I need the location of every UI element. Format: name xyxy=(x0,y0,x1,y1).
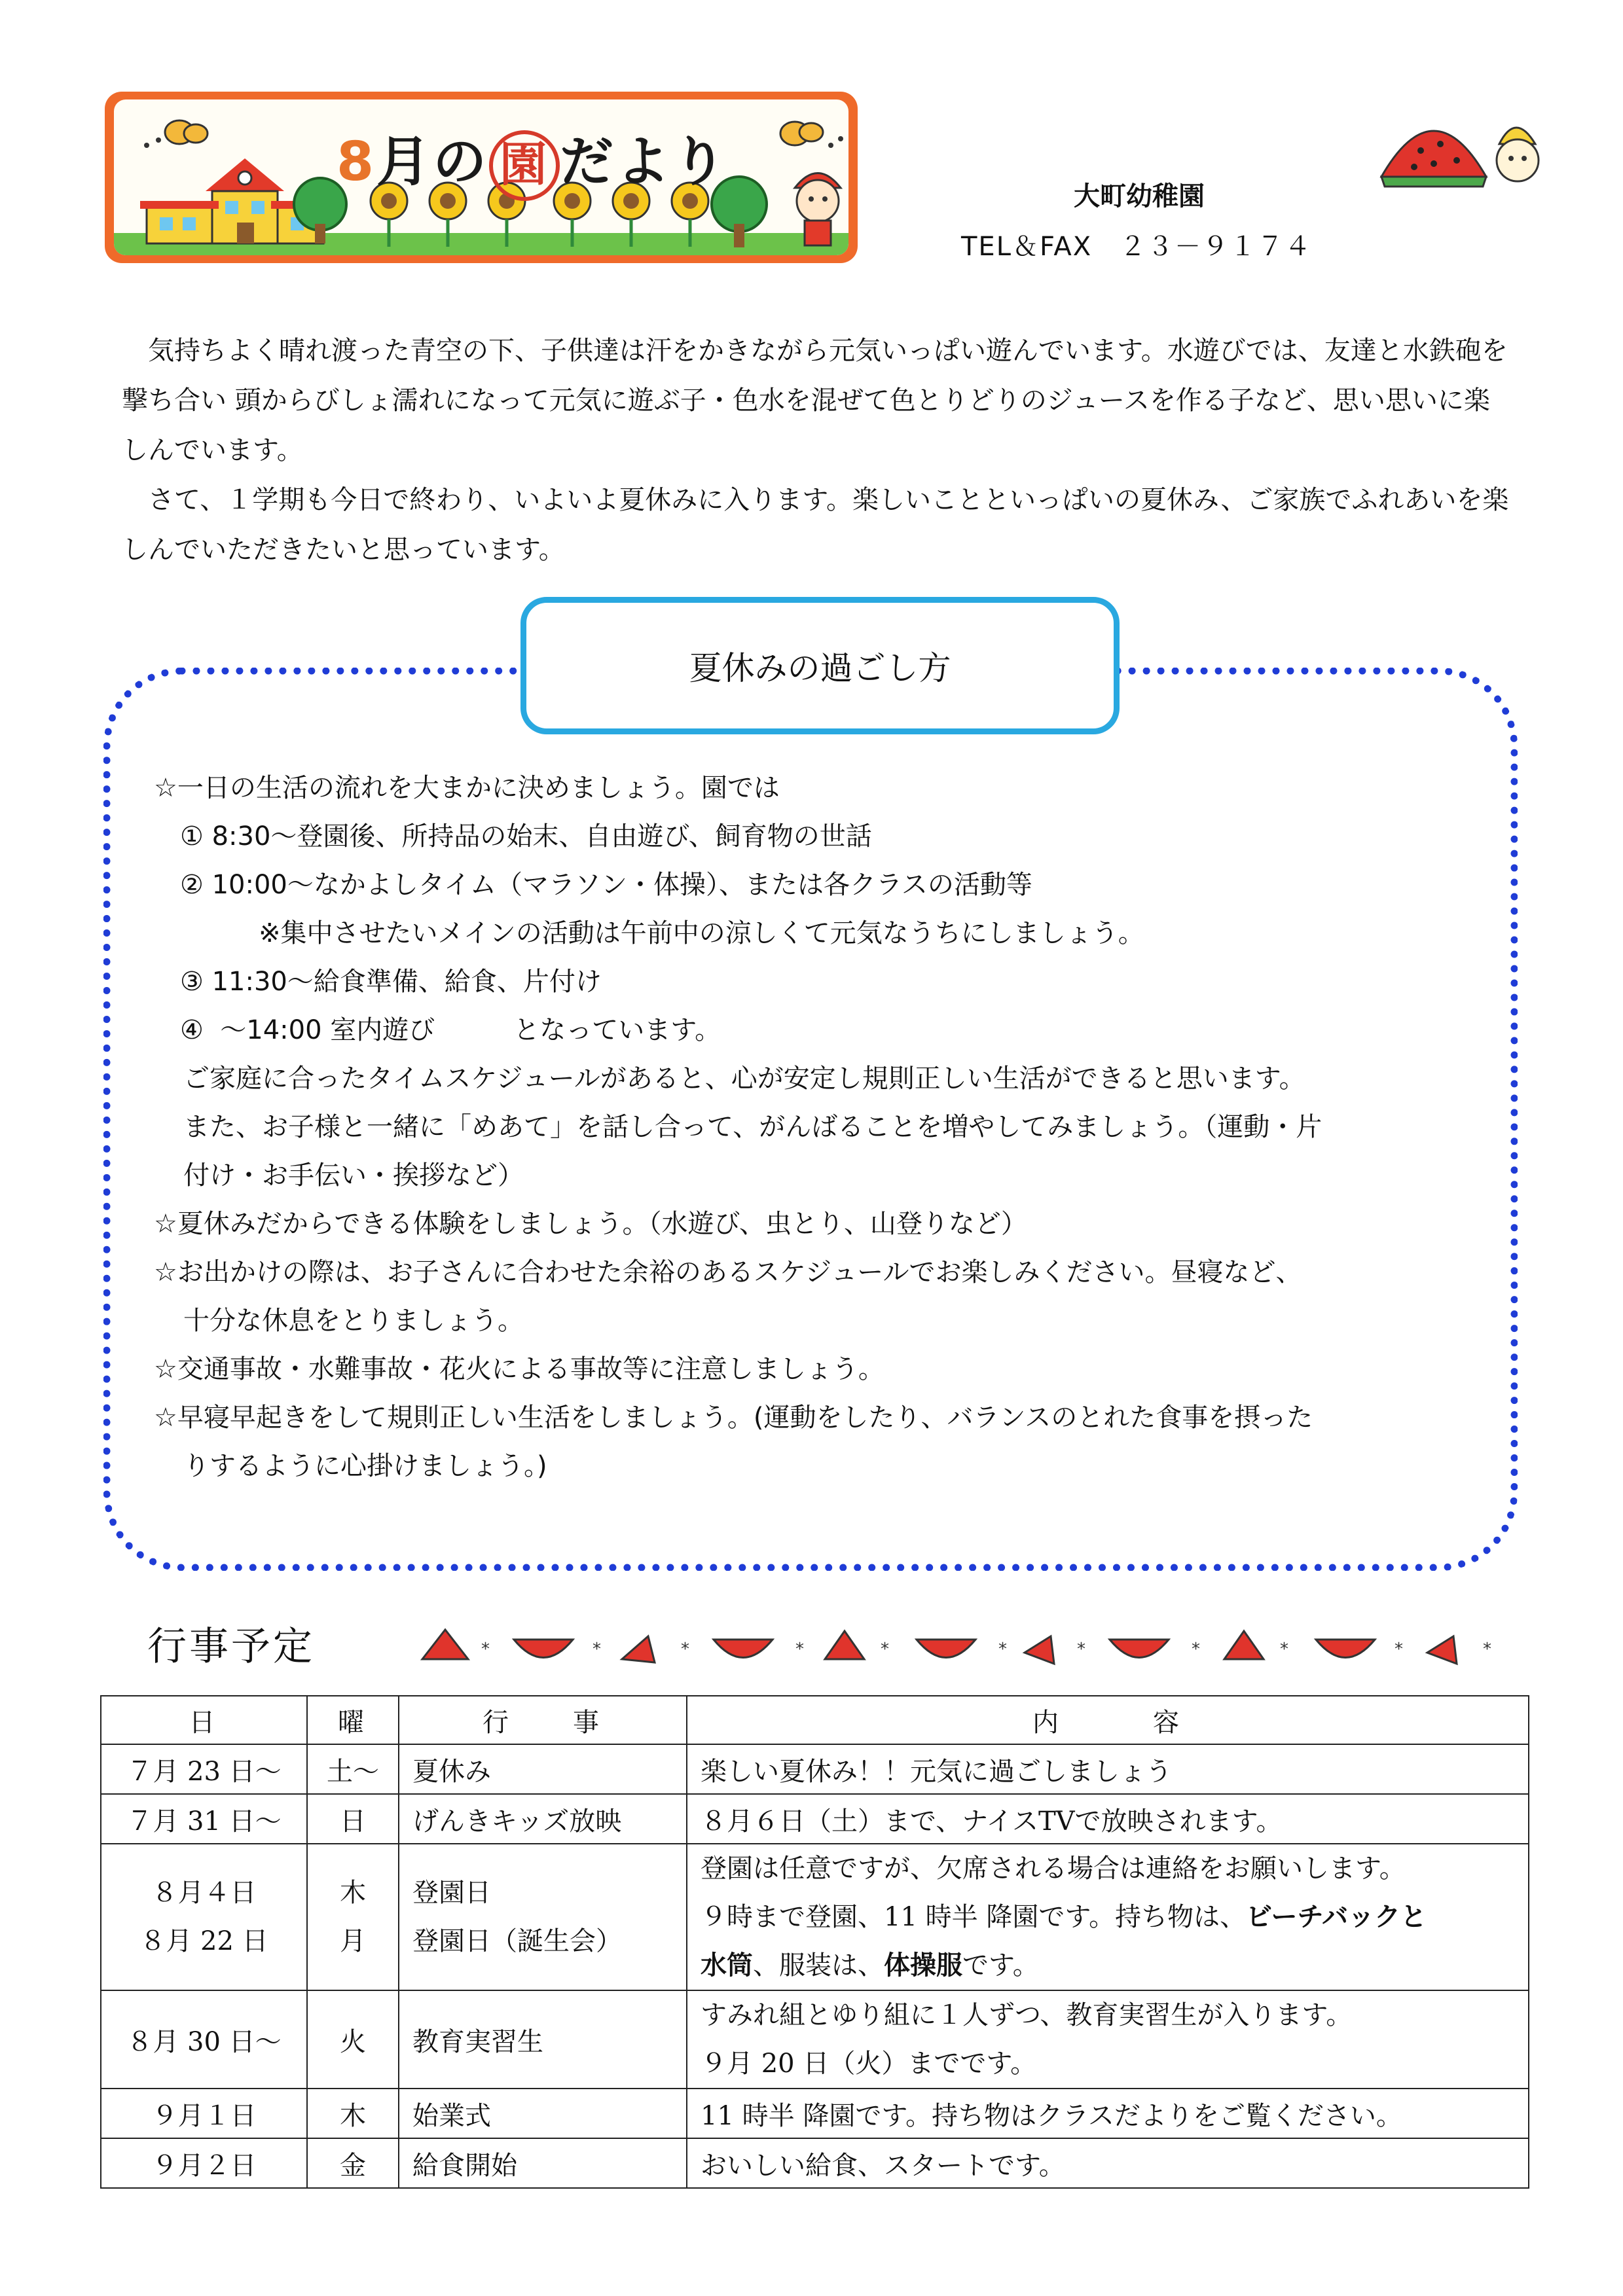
table-header-row xyxy=(101,1696,1529,1744)
event-detail: おいしい給食、スタートです。 xyxy=(687,2138,1529,2188)
schedule-item: ① 8:30～登園後、所持品の始末、自由遊び、飼育物の世話 xyxy=(180,821,872,852)
event-date-line: ８月 22 日 xyxy=(139,1926,268,1956)
intro-paragraph-2: さて、１学期も今日で終わり、いよいよ夏休みに入ります。楽しいことといっぱいの夏休み、ご家族でふれあいを楽しんでいただきたいと思っています。 xyxy=(122,485,1509,565)
column-header: 行 事 xyxy=(399,1696,687,1744)
event-date-line: ８月４日 xyxy=(151,1878,257,1908)
detail-text: ９時まで登園、11 時半 降園です。持ち物は、 xyxy=(701,1902,1247,1932)
tip-line: ご家庭に合ったタイムスケジュールがあると、心が安定し規則正しい生活ができると思います。 xyxy=(183,1064,1305,1094)
event-detail: 11 時半 降園です。持ち物はクラスだよりをご覧ください。 xyxy=(687,2089,1529,2138)
header-banner xyxy=(105,92,858,263)
event-name-line: 登園日 xyxy=(412,1878,491,1908)
event-day: 火 xyxy=(307,1990,399,2089)
event-day-line: 木 xyxy=(340,1878,366,1908)
svg-text:*: * xyxy=(998,1640,1007,1659)
tip-line: ☆早寝早起きをして規則正しい生活をしましょう。(運動をしたり、バランスのとれた食事を摂った xyxy=(154,1403,1313,1433)
school-phone: TEL＆FAX ２３－９１７４ xyxy=(961,232,1313,262)
svg-text:*: * xyxy=(795,1640,804,1659)
tip-line: また、お子様と一緒に「めあて」を話し合って、がんばることを増やしてみましょう。（運動・片 xyxy=(183,1112,1322,1142)
column-header: 日 xyxy=(101,1696,307,1744)
tip-line: ☆一日の生活の流れを大まかに決めましょう。園では xyxy=(154,773,780,803)
event-day-line: 月 xyxy=(340,1926,366,1956)
event-day: 日 xyxy=(307,1794,399,1844)
event-name: 給食開始 xyxy=(399,2138,687,2188)
svg-text:*: * xyxy=(593,1640,601,1659)
tip-line: 付け・お手伝い・挨拶など） xyxy=(183,1160,524,1191)
svg-text:*: * xyxy=(481,1640,490,1659)
table-row xyxy=(101,1794,1529,1844)
svg-text:*: * xyxy=(681,1640,689,1659)
svg-text:*: * xyxy=(1077,1640,1085,1659)
svg-text:*: * xyxy=(1192,1640,1200,1659)
column-header: 曜 xyxy=(307,1696,399,1744)
tip-line: りするように心掛けましょう。) xyxy=(183,1451,547,1481)
event-date: ８月 30 日～ xyxy=(101,1990,307,2089)
svg-text:*: * xyxy=(881,1640,889,1659)
event-detail: 楽しい夏休み！！元気に過ごしましょう xyxy=(687,1744,1529,1794)
watermelon-border-icon xyxy=(419,1623,1506,1676)
event-name: げんきキッズ放映 xyxy=(399,1794,687,1844)
schedule-item: ④ ～14:00 室内遊び となっています。 xyxy=(180,1015,721,1045)
table-row xyxy=(101,2138,1529,2188)
newsletter-title: 8月の 園 だより xyxy=(337,119,729,201)
table-row xyxy=(101,1744,1529,1794)
event-detail xyxy=(687,1990,1529,2089)
tip-line: ☆お出かけの際は、お子さんに合わせた余裕のあるスケジュールでお楽しみください。昼寝など、 xyxy=(154,1257,1302,1287)
event-detail-line: 登園は任意ですが、欠席される場合は連絡をお願いします。 xyxy=(701,1854,1406,1884)
event-day: 土～ xyxy=(307,1744,399,1794)
schedule-item: ③ 11:30～給食準備、給食、片付け xyxy=(180,967,602,997)
event-detail: ８月６日（土）まで、ナイスTVで放映されます。 xyxy=(687,1794,1529,1844)
tip-line: ☆夏休みだからできる体験をしましょう。（水遊び、虫とり、山登りなど） xyxy=(154,1209,1027,1239)
event-date xyxy=(101,1844,307,1990)
schedule-item: ② 10:00～なかよしタイム（マラソン・体操）、または各クラスの活動等 xyxy=(180,870,1032,900)
event-name: 夏休み xyxy=(399,1744,687,1794)
event-date: ７月 23 日～ xyxy=(101,1744,307,1794)
event-name: 始業式 xyxy=(399,2089,687,2138)
event-day: 金 xyxy=(307,2138,399,2188)
event-detail-line xyxy=(701,1893,1515,1941)
event-name xyxy=(399,1844,687,1990)
detail-emphasis: ビーチバックと xyxy=(1246,1902,1427,1932)
detail-text: 、服装は、 xyxy=(753,1950,884,1981)
detail-emphasis: 体操服 xyxy=(884,1950,962,1981)
table-row xyxy=(101,1990,1529,2089)
intro-paragraph-1: 気持ちよく晴れ渡った青空の下、子供達は汗をかきながら元気いっぱい遊んでいます。水遊びでは、友達と水鉄砲を撃ち合い 頭からびしょ濡れになって元気に遊ぶ子・色水を混ぜて色とりどりのジュースを作る子など、思い思いに楽しんでいます。 xyxy=(122,336,1508,465)
event-day: 木 xyxy=(307,2089,399,2138)
schedule-note: ※集中させたいメインの活動は午前中の涼しくて元気なうちにしましょう。 xyxy=(259,918,1144,948)
school-name: 大町幼稚園 xyxy=(1074,181,1205,211)
events-table xyxy=(100,1695,1529,2189)
tip-line: 十分な休息をとりましょう。 xyxy=(183,1306,524,1336)
tip-line: ☆交通事故・水難事故・花火による事故等に注意しましょう。 xyxy=(154,1354,884,1384)
table-row xyxy=(101,1844,1529,1990)
svg-text:*: * xyxy=(1483,1640,1491,1659)
event-date: ９月１日 xyxy=(101,2089,307,2138)
svg-text:*: * xyxy=(1280,1640,1288,1659)
event-date: ９月２日 xyxy=(101,2138,307,2188)
detail-text: です。 xyxy=(962,1950,1039,1981)
event-detail-line xyxy=(701,1941,1515,1990)
summer-tips-title: 夏休みの過ごし方 xyxy=(520,597,1120,734)
event-day xyxy=(307,1844,399,1990)
event-detail-line: ９月 20 日（火）までです。 xyxy=(701,2049,1037,2079)
events-title: 行事予定 xyxy=(147,1624,315,1670)
event-detail xyxy=(687,1844,1529,1990)
event-date: ７月 31 日～ xyxy=(101,1794,307,1844)
svg-text:*: * xyxy=(1395,1640,1403,1659)
event-name: 教育実習生 xyxy=(399,1990,687,2089)
table-row xyxy=(101,2089,1529,2138)
watermelon-mascot-icon xyxy=(1375,105,1545,209)
event-detail-line: すみれ組とゆり組に１人ずつ、教育実習生が入ります。 xyxy=(701,2000,1353,2030)
butterfly-icon xyxy=(134,113,212,158)
butterfly-icon xyxy=(775,113,847,158)
detail-emphasis: 水筒 xyxy=(701,1950,753,1981)
column-header: 内 容 xyxy=(687,1696,1529,1744)
event-name-line: 登園日（誕生会） xyxy=(412,1926,622,1956)
child-character-icon xyxy=(782,158,848,250)
